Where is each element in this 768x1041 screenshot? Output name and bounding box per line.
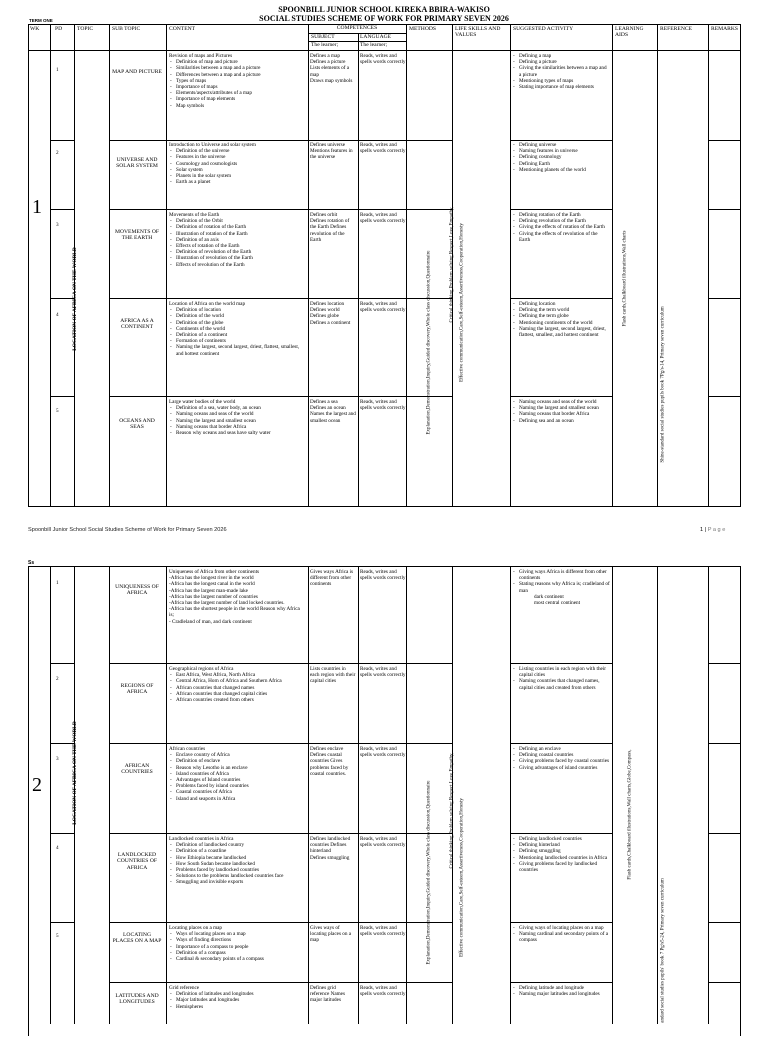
content-heading: Introduction to Universe and solar system [169,142,256,148]
header-competences: COMPETENCES [336,25,378,31]
subtopic: AFRICA AS A CONTINENT [120,318,154,331]
subtopic: MOVEMENTS OF THE EARTH [115,229,159,242]
list-item: - Definition of a coastline [169,848,305,854]
page-num-value: 1 [700,527,704,533]
content-heading: Grid reference [169,985,200,991]
list-item: - Definition of a continent [169,332,305,338]
list-item: - Defining the term globe [512,313,610,319]
list-item: - Problems faced by landlocked countries [169,867,305,873]
list-item: - Features in the universe [169,154,305,160]
week-number-2: 2 [32,774,42,796]
language-competence: Reads, writes and spells words correctly [360,746,406,759]
list-item: - Definition of the world [169,313,305,319]
list-item: - Advantages of Island countries [169,777,305,783]
subtopic: AFRICAN COUNTRIES [121,763,153,776]
list-item: - Defining coastal countries [512,752,610,758]
list-item: - Importance of map elements [169,96,305,102]
content [169,666,305,703]
header-methods: METHODS [409,26,437,32]
content [169,212,305,268]
list-item: - Solar system [169,167,305,173]
list-item: - Naming oceans and seas of the world [512,399,610,405]
list-item: - Giving ways Africa is different from other continents [512,569,610,581]
scheme-table-page2 [28,566,741,1036]
content-heading: Locating places on a map [169,925,223,931]
list-item: - Giving advantages of island countries [512,765,610,771]
header-life-skills: LIFE SKILLS AND VALUES [455,26,501,39]
reference-vertical: Shine-standard social studies pupils book 7Pg/s-14, Primary seven curriculum [660,306,666,463]
list-item: - Formation of continents [169,338,305,344]
list-item: - Defining Earth [512,161,610,167]
list-item: - Defining an enclave [512,746,610,752]
header-language: LANGUAGE [360,34,392,40]
pd-number: 1 [56,580,59,586]
text-line: Uniqueness of Africa from other continents [169,569,260,575]
text-line: -Africa has the longest canal in the world [169,581,255,588]
pd-number: 5 [56,933,59,939]
header-wk: WK [30,26,40,32]
list-item: - Naming cardinal and secondary points of a compass [512,931,610,943]
list-item: - Definition of an axis [169,237,305,243]
list-item: - Naming the largest, second largest, driest, flattest, smallest, and hottest continent [169,344,305,356]
suggested-activity [512,301,610,338]
language-competence: Reads, writes and spells words correctly [360,985,406,998]
list-item: - Reason why oceans and seas have salty water [169,430,305,436]
pd-number: 5 [56,408,59,414]
content [169,569,305,625]
list-item: - Defining a picture [512,59,610,65]
week-number: 1 [32,196,42,218]
scheme-title: SOCIAL STUDIES SCHEME OF WORK FOR PRIMARY SEVEN 2026 [259,14,509,23]
list-item: - Definition of map and picture [169,59,305,65]
content [169,836,305,886]
text-line: -Africa has the largest man-made lake [169,587,248,594]
list-item: - Defining smuggling [512,848,610,854]
list-item: - How South Sudan became landlocked [169,861,305,867]
list-item: - Illustration of revolution of the Earth [169,255,305,261]
list-item: - Definition of rotation of the Earth [169,224,305,230]
subject-competence: Defines a sea Defines an ocean Names the largest and smallest ocean [310,399,356,424]
subject-competence: Defines universe Mentions features in the universe [310,142,353,161]
list-item: - Naming the largest, second largest, driest, flattest, smallest, and hottest continent [512,326,610,338]
subject-competence: Defines orbit Defines rotation of the Earth Defines revolution of the Earth [310,212,350,243]
header-remarks: REMARKS [711,26,739,32]
list-item: - Importance of maps [169,84,305,90]
subject-competence: Gives ways of locating places on a map [310,925,352,944]
header-subject-sub: The learner; [311,42,339,48]
list-item: - Naming the largest and smallest ocean [512,405,610,411]
header-reference: REFERENCE [660,26,693,32]
reference-vertical-2: andard social studies pupils' book 7 Pg/s5-24, Primary seven curriculum [660,878,666,1023]
list-item: - Definition of the Orbit [169,218,305,224]
list-item: - Coastal countries of Africa [169,789,305,795]
content [169,301,305,357]
pd-number: 2 [56,150,59,156]
content-heading: Large water bodies of the world [169,399,236,405]
content-heading: African countries [169,746,206,752]
pd-number: 1 [56,67,59,73]
header-subtopic: SUB TOPIC [112,26,141,32]
subject-competence: Defines enclave Defines coastal countries Gives problems faced by coastal countries. [310,746,349,777]
page-footer: Spoonbill Junior School Social Studies Scheme of Work for Primary Seven 2026 [28,527,227,533]
suggested-activity [512,836,610,873]
list-item: - Ways of locating places on a map [169,931,305,937]
language-competence: Reads, writes and spells words correctly [360,569,406,582]
list-item: - Giving the similarities between a map and a picture [512,65,610,77]
school-title: SPOONBILL JUNIOR SCHOOL KIREKA BBIRA-WAKISO [278,5,490,14]
list-item: - African countries that changed capital cities [169,691,305,697]
suggested-activity [512,666,610,691]
list-item: - African countries created from others [169,697,305,703]
content [169,53,305,109]
suggested-activity [512,53,610,90]
content-heading: Revision of maps and Pictures [169,53,233,59]
text-line: -Africa has the largest number of land locked countries. [169,600,285,607]
life-skills-vertical-p2-2: Effective communication,Care,Self-esteem,Assertiveness,Cooperation,Honesty [459,798,465,957]
aids-vertical: Flash cards,Chalkboard illustrations,Wall charts [622,230,628,327]
list-item: - Naming oceans and seas of the world [169,411,305,417]
content-heading: Location of Africa on the world map [169,301,246,307]
list-item: - Solutions to the problems landlocked countries face [169,873,305,879]
list-item: - Definition of landlocked country [169,842,305,848]
header-content: CONTENT [169,26,196,32]
list-item: - Naming major latitudes and longitudes [512,991,610,997]
list-item: - Naming countries that changed names, capital cities and created from others [512,678,610,690]
suggested-activity [512,212,610,243]
list-item: - Mentioning continents of the world [512,320,610,326]
list-item: - Similarities between a map and a picture [169,65,305,71]
list-item: - Defining location [512,301,610,307]
list-item: - Defining revolution of the Earth [512,218,610,224]
list-item: - Giving the effects of rotation of the Earth [512,224,610,230]
list-item: - Giving problems faced by coastal countries [512,758,610,764]
list-item: - Definition of location [169,307,305,313]
text-line: dark continent [534,593,564,600]
header-activity: SUGGESTED ACTIVITY [513,26,574,32]
subtopic: UNIQUENESS OF AFRICA [115,584,159,597]
list-item: - Mentioning landlocked countries in Africa [512,855,610,861]
content [169,985,305,1024]
page-number: 1 | P a g e [700,527,726,533]
list-item: - Reason why Lesotho is an enclave [169,765,305,771]
list-item: - Ways of finding directions [169,937,305,943]
subject-competence: Defines landlocked countries Defines hinterland Defines smuggling [310,836,351,861]
life-skills-vertical-p2: Critical thinking,Problem solving,Respect,Love,Empathy, [449,752,455,869]
language-competence: Reads, writes and spells words correctly [360,666,406,679]
list-item: - Defining latitude and longitude [512,985,610,991]
list-item: - Continents of the world [169,326,305,332]
list-item: - Problems faced by island countries [169,783,305,789]
subject-competence: Lists countries in each region with their capital cities [310,666,356,685]
list-item: - Enclave country of Africa [169,752,305,758]
content [169,925,305,962]
list-item: - Importance of a compass to people [169,944,305,950]
pd-number: 4 [56,845,59,851]
list-item: - Cosmology and cosmologists [169,161,305,167]
suggested-activity [512,142,610,173]
methods-vertical-2: Explanation,Demonstration,Inquiry,Guided discovery,Whole class discussion,Questionnaire [426,780,432,965]
subtopic: REGIONS OF AFRICA [120,683,154,696]
list-item: - Definition of the globe [169,320,305,326]
list-item: - Stating reasons why Africa is; cradleland of man [512,581,610,593]
list-item: - Cardinal & secondary points of a compass [169,956,305,962]
language-competence: Reads, writes and spells words correctly [360,836,406,849]
subtopic: UNIVERSE AND SOLAR SYSTEM [116,157,158,170]
pd-number: 2 [56,676,59,682]
list-item: - Defining landlocked countries [512,836,610,842]
list-item: - Defining sea and an ocean [512,418,610,424]
list-item: - Listing countries in each region with their capital cities [512,666,610,678]
list-item: - Definition of enclave [169,758,305,764]
list-item: - Illustration of rotation of the Earth [169,231,305,237]
list-item: - Giving ways of locating places on a map [512,925,610,931]
header-subject: SUBJECT [311,34,335,40]
text-line: -Africa has the largest number of countries [169,593,258,600]
subject-competence: Defines a map Defines a picture Lists elements of a map Draws map symbols [310,53,353,84]
list-item: - Island countries of Africa [169,771,305,777]
content [169,399,305,436]
topic-vertical-2: LOCATION OF AFRICA ON THE WORLD [72,721,78,825]
header-topic: TOPIC [77,26,94,32]
text-line: - Cradleland of man, and dark continent [169,618,252,625]
list-item: - Types of maps [169,78,305,84]
content [169,142,305,185]
list-item: - How Ethiopia became landlocked [169,855,305,861]
list-item: - Defining cosmology [512,154,610,160]
list-item: - African countries that changed names [169,685,305,691]
text-line: -Africa has the longest river in the world [169,575,254,582]
life-skills-vertical-2: Effective communication,Care,Self-esteem,Assertiveness,Cooperation,Honesty [459,223,465,382]
list-item: - Definition of latitudes and longitudes [169,991,305,997]
list-item: - Defining a map [512,53,610,59]
subtopic: OCEANS AND SEAS [119,418,155,431]
suggested-activity [512,399,610,424]
header-pd: PD [55,26,63,32]
content-heading: Geographical regions of Africa [169,666,234,672]
topic-vertical: LOCATION OF AFRICA ON THE WORLD [72,247,78,351]
list-item: - Giving problems faced by landlocked countries [512,861,610,873]
corner-label: Ss [28,560,35,566]
pd-number: 3 [56,756,59,762]
aids-vertical-2: Flash cards,Chalkboard illustrations,Wall charts,Globe,Compass, [627,749,633,880]
language-competence: Reads, writes and spells words correctly [360,301,406,314]
list-item: - Naming features in universe [512,148,610,154]
term-label: TERM ONE [29,18,53,23]
subtopic: MAP AND PICTURE [112,69,162,75]
subtopic: LOCATING PLACES ON A MAP [112,932,162,945]
list-item: - East Africa, West Africa, North Africa [169,672,305,678]
suggested-activity [512,746,610,771]
list-item: - Map symbols [169,103,305,109]
content-heading: Landlocked countries in Africa [169,836,234,842]
list-item: - Elements/aspects/attributes of a map [169,90,305,96]
content [169,746,305,802]
list-item: - Defining the term world [512,307,610,313]
list-item: - Naming oceans that border Africa [512,411,610,417]
page-word: P a g e [707,527,726,533]
list-item: - Hemispheres [169,1004,305,1010]
subtopic: LANDLOCKED COUNTRIES OF AFRICA [117,852,157,871]
list-item: - Definition of revolution of the Earth [169,249,305,255]
suggested-activity [512,569,610,606]
subject-competence: Defines location Defines world Defines globe Defines a continent [310,301,351,326]
text-line: most central continent [534,600,581,607]
scheme-table-page1 [28,24,741,507]
list-item: - Earth as a planet [169,179,305,185]
language-competence: Reads, writes and spells words correctly [360,399,406,412]
language-competence: Reads, writes and spells words correctly [360,53,406,66]
list-item: - Mentioning types of maps [512,78,610,84]
list-item: - Giving the effects of revolution of the Earth [512,231,610,243]
subject-competence: Defines grid reference Names major latitudes [310,985,345,1004]
life-skills-vertical: Critical thinking,Problem solving,Respect,Love,Empathy, [449,206,455,323]
list-item: - Naming oceans that border Africa [169,424,305,430]
list-item: - Naming the largest and smallest ocean [169,418,305,424]
pd-number: 3 [56,222,59,228]
text-line: -Africa has the shortest people in the world Reason why Africa is; [169,606,300,619]
list-item: - Defining rotation of the Earth [512,212,610,218]
list-item: - Central Africa, Horn of Africa and Southern Africa [169,678,305,684]
language-competence: Reads, writes and spells words correctly [360,142,406,155]
list-item: - Definition of a compass [169,950,305,956]
list-item: - Stating importance of map elements [512,84,610,90]
header-aids: LEARNING AIDS [615,26,644,39]
content-heading: Movements of the Earth [169,212,220,218]
list-item: - Differences between a map and a picture [169,72,305,78]
language-competence: Reads, writes and spells words correctly [360,925,406,938]
list-item: - Effects of rotation of the Earth [169,243,305,249]
list-item: - Defining universe [512,142,610,148]
suggested-activity [512,985,610,1024]
list-item: - Defining hinterland [512,842,610,848]
suggested-activity [512,925,610,944]
list-item: - Planets in the solar system [169,173,305,179]
list-item: - Definition of a sea, water body, an ocean [169,405,305,411]
list-item: - Island and seaports in Africa [169,796,305,802]
list-item: - Major latitudes and longitudes [169,997,305,1003]
pd-number: 4 [56,312,59,318]
subtopic: LATITUDES AND LONGITUDES [115,993,159,1006]
language-competence: Reads, writes and spells words correctly [360,212,406,225]
subject-competence: Gives ways Africa is different from other continents [310,569,354,588]
header-language-sub: The learner; [360,42,388,48]
list-item: - Mentioning planets of the world [512,167,610,173]
list-item: - Definition of the universe [169,148,305,154]
methods-vertical: Explanation,Demonstration,Inquiry,Guided discovery,Whole class discussion,Questionnaire [426,250,432,435]
list-item: - Effects of revolution of the Earth [169,262,305,268]
list-item: - Smuggling and invisible exports [169,879,305,885]
